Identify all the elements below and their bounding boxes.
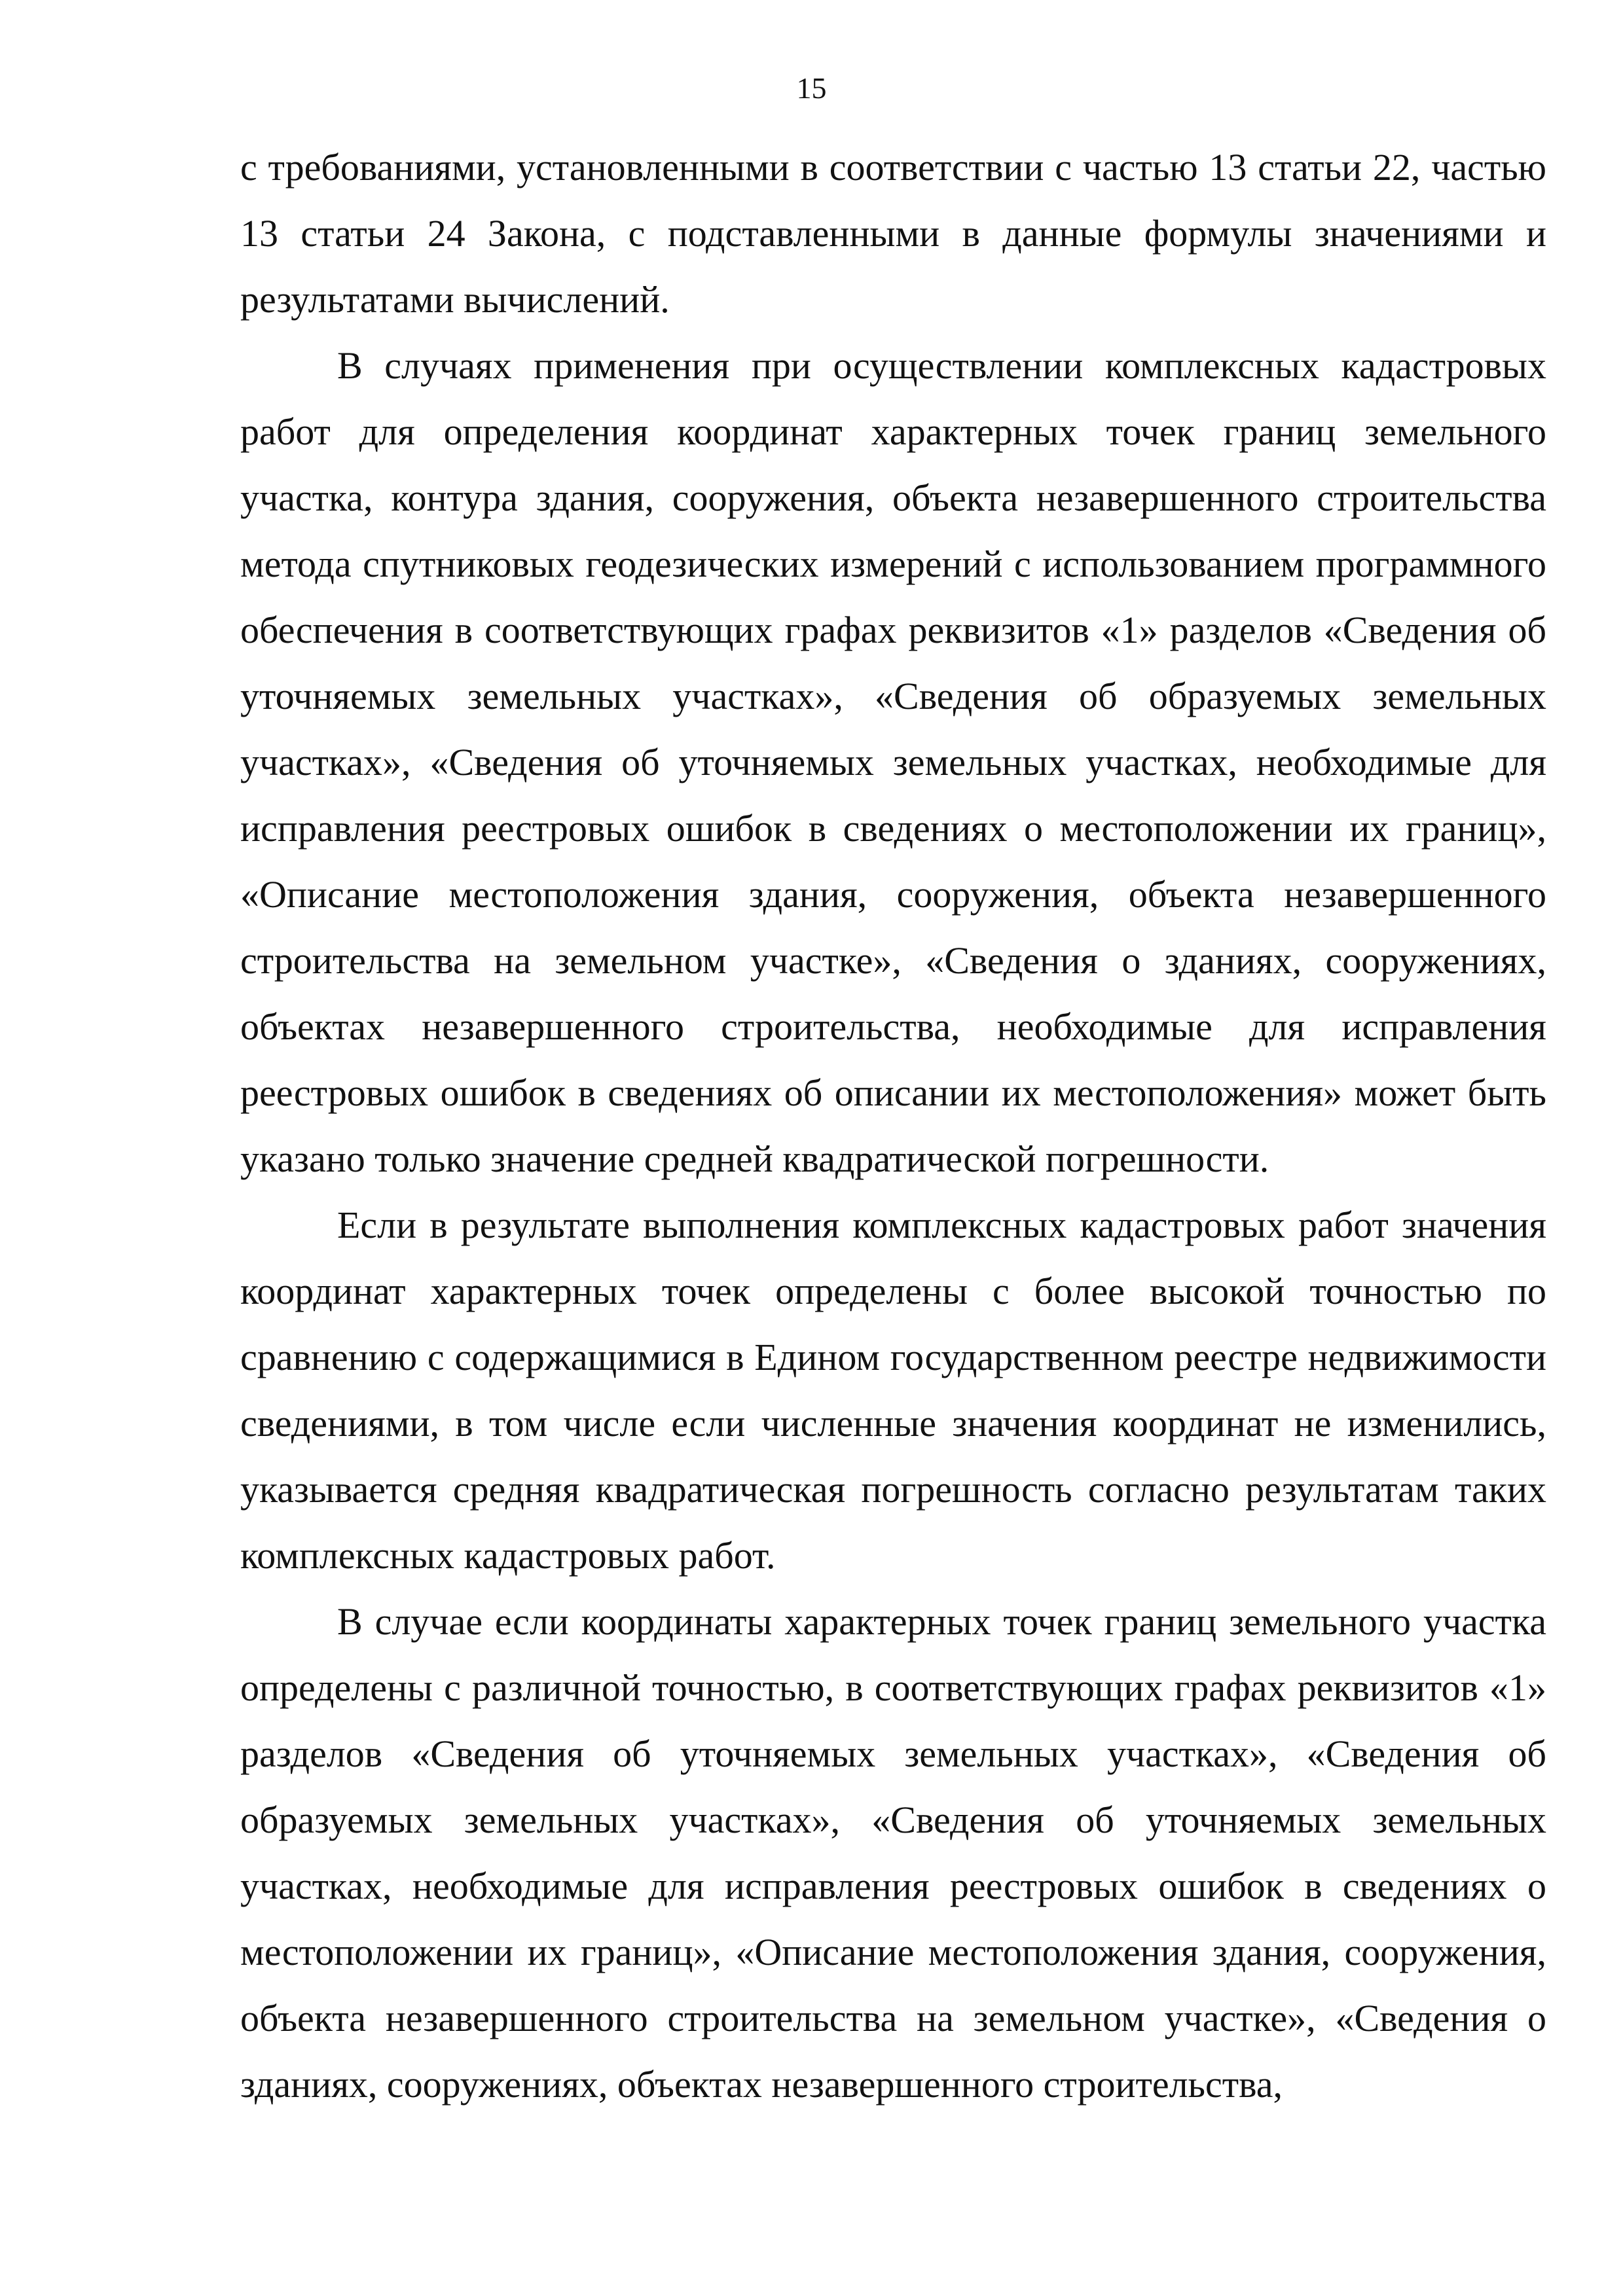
paragraph-higher-accuracy: Если в результате выполнения комплексных кадастровых работ значения координат характерных точек определены с более высокой точностью по сравнению с содержащимися в Едином государственном реестре недвижимости сведениями, в том числе если численные значения координат не изменились, указывается средняя квадратическая погрешность согласно результатам таких комплексных кадастровых работ. [240, 1204, 1546, 1577]
paragraph-different-accuracy: В случае если координаты характерных точек границ земельного участка определены с различной точностью, в соответствующих графах реквизитов «1» разделов «Сведения об уточняемых земельных участках», «Сведения об образуемых земельных участках», «Сведения об уточняемых земельных участках, необходимые для исправления реестровых ошибок в сведениях о местоположении их границ», «Описание местоположения здания, сооружения, объекта незавершенного строительства на земельном участке», «Сведения о зданиях, сооружениях, объектах незавершенного строительства, [240, 1600, 1546, 2106]
paragraph-continuation: с требованиями, установленными в соответствии с частью 13 статьи 22, частью 13 статьи 24 Закона, с подставленными в данные формулы значениями и результатами вычислений. [240, 146, 1546, 321]
page-number: 15 [796, 71, 827, 105]
document-body [240, 134, 1546, 2117]
paragraph-satellite-method: В случаях применения при осуществлении комплексных кадастровых работ для определения координат характерных точек границ земельного участка, контура здания, сооружения, объекта незавершенного строительства метода спутниковых геодезических измерений с использованием программного обеспечения в соответствующих графах реквизитов «1» разделов «Сведения об уточняемых земельных участках», «Сведения об образуемых земельных участках», «Сведения об уточняемых земельных участках, необходимые для исправления реестровых ошибок в сведениях о местоположении их границ», «Описание местоположения здания, сооружения, объекта незавершенного строительства на земельном участке», «Сведения о зданиях, сооружениях, объектах незавершенного строительства, необходимые для исправления реестровых ошибок в сведениях об описании их местоположения» может быть указано только значение средней квадратической погрешности. [240, 344, 1546, 1180]
